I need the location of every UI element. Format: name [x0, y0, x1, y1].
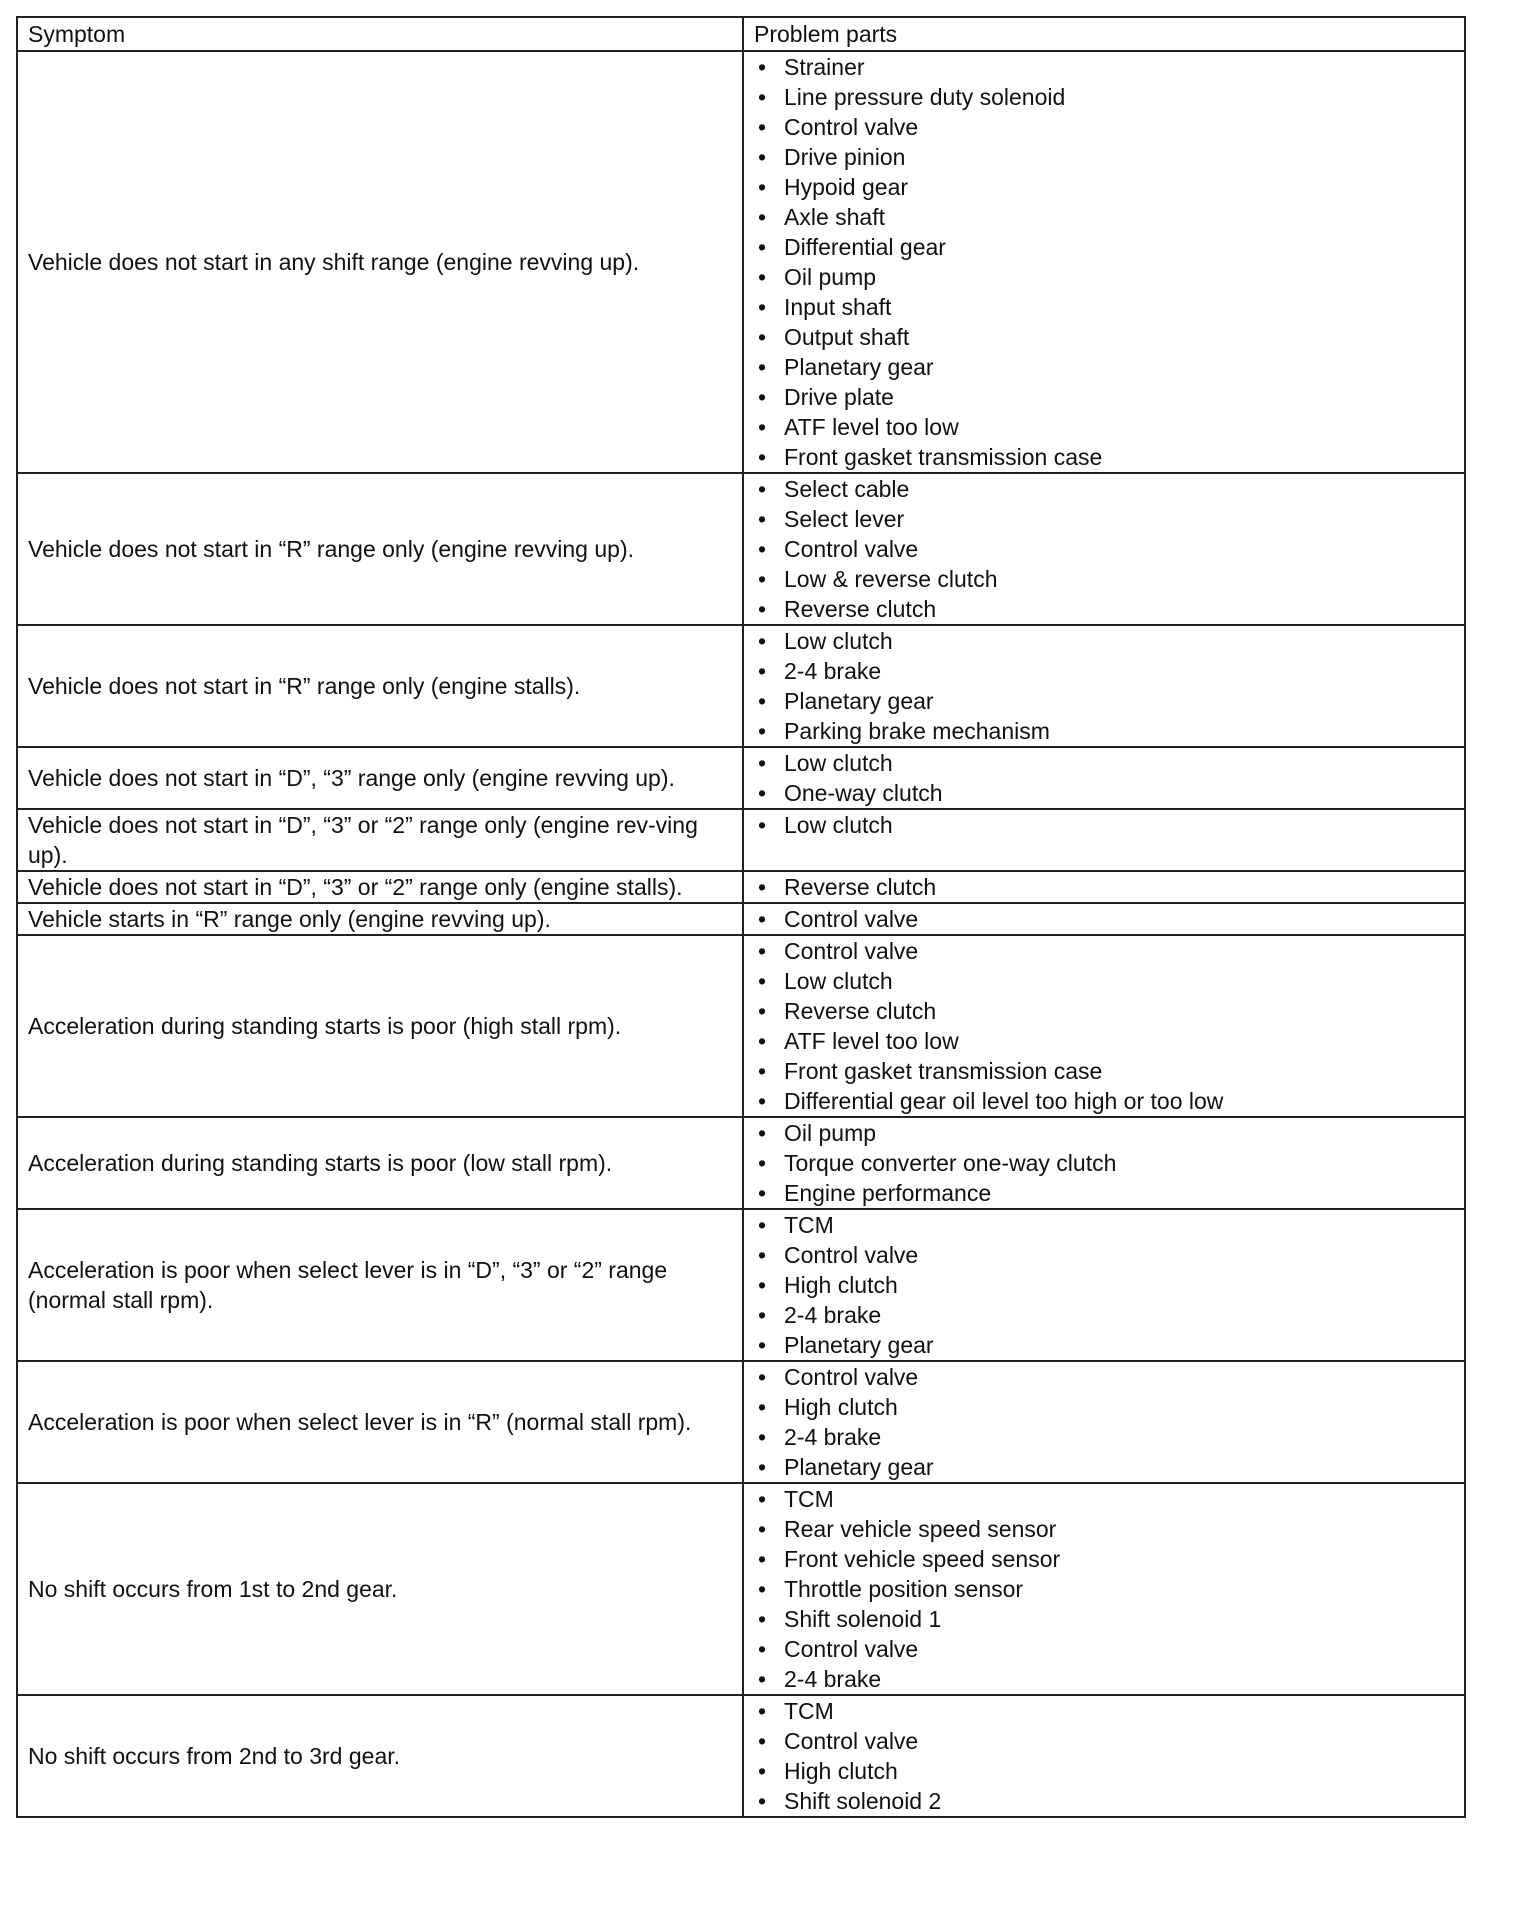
- table-row: [17, 1361, 1465, 1483]
- problem-part-label: Drive pinion: [784, 144, 906, 170]
- problem-part-label: Low clutch: [784, 968, 893, 994]
- problem-part-label: Select lever: [784, 506, 905, 532]
- bullet-icon: •: [758, 414, 767, 440]
- problem-parts-list: [758, 904, 1464, 934]
- table-row: [17, 625, 1465, 747]
- problem-part-label: Parking brake mechanism: [784, 718, 1050, 744]
- bullet-icon: •: [758, 1486, 767, 1512]
- problem-parts-list: [758, 474, 1464, 624]
- bullet-icon: •: [758, 384, 767, 410]
- bullet-icon: •: [758, 1332, 767, 1358]
- problem-part-item: [758, 1604, 1464, 1634]
- problem-part-item: [758, 626, 1464, 656]
- problem-part-item: [758, 1086, 1464, 1116]
- problem-part-item: [758, 1514, 1464, 1544]
- bullet-icon: •: [758, 968, 767, 994]
- bullet-icon: •: [758, 1728, 767, 1754]
- symptom-cell: Vehicle does not start in “R” range only (engine stalls).: [17, 625, 743, 747]
- problem-part-label: Control valve: [784, 536, 919, 562]
- problem-part-item: [758, 1756, 1464, 1786]
- problem-part-label: TCM: [784, 1698, 834, 1724]
- problem-parts-cell: [743, 473, 1465, 625]
- problem-part-item: [758, 748, 1464, 778]
- problem-parts-cell: [743, 1695, 1465, 1817]
- bullet-icon: •: [758, 1394, 767, 1420]
- bullet-icon: •: [758, 264, 767, 290]
- table-row: [17, 871, 1465, 903]
- problem-part-label: Rear vehicle speed sensor: [784, 1516, 1057, 1542]
- bullet-icon: •: [758, 1242, 767, 1268]
- problem-part-item: [758, 1148, 1464, 1178]
- table-row: [17, 1483, 1465, 1695]
- bullet-icon: •: [758, 1088, 767, 1114]
- bullet-icon: •: [758, 780, 767, 806]
- problem-part-item: [758, 1786, 1464, 1816]
- problem-part-item: [758, 564, 1464, 594]
- problem-part-item: [758, 656, 1464, 686]
- bullet-icon: •: [758, 812, 767, 838]
- problem-parts-list: [758, 936, 1464, 1116]
- table-row: [17, 1695, 1465, 1817]
- problem-part-item: [758, 172, 1464, 202]
- problem-parts-cell: [743, 871, 1465, 903]
- problem-part-item: [758, 52, 1464, 82]
- problem-part-label: Oil pump: [784, 264, 877, 290]
- problem-part-item: [758, 872, 1464, 902]
- problem-part-item: [758, 202, 1464, 232]
- bullet-icon: •: [758, 874, 767, 900]
- problem-part-label: Torque converter one-way clutch: [784, 1150, 1117, 1176]
- problem-part-label: Low clutch: [784, 628, 893, 654]
- problem-parts-list: [758, 1118, 1464, 1208]
- bullet-icon: •: [758, 1698, 767, 1724]
- table-body: [17, 51, 1465, 1817]
- problem-part-label: 2-4 brake: [784, 658, 882, 684]
- problem-part-label: Low clutch: [784, 812, 893, 838]
- problem-part-item: [758, 810, 1464, 840]
- problem-part-item: [758, 1452, 1464, 1482]
- symptom-column-header: Symptom: [17, 17, 743, 51]
- problem-part-label: Select cable: [784, 476, 910, 502]
- problem-parts-column-header: Problem parts: [743, 17, 1465, 51]
- bullet-icon: •: [758, 444, 767, 470]
- problem-part-item: [758, 936, 1464, 966]
- bullet-icon: •: [758, 354, 767, 380]
- problem-part-item: [758, 1026, 1464, 1056]
- problem-part-item: [758, 504, 1464, 534]
- problem-part-item: [758, 716, 1464, 746]
- bullet-icon: •: [758, 658, 767, 684]
- problem-part-label: Reverse clutch: [784, 998, 937, 1024]
- problem-part-label: ATF level too low: [784, 1028, 959, 1054]
- problem-part-label: One-way clutch: [784, 780, 943, 806]
- problem-part-item: [758, 1664, 1464, 1694]
- table-row: [17, 51, 1465, 473]
- bullet-icon: •: [758, 1180, 767, 1206]
- problem-part-item: [758, 1484, 1464, 1514]
- problem-part-item: [758, 1300, 1464, 1330]
- problem-part-label: Front gasket transmission case: [784, 444, 1103, 470]
- bullet-icon: •: [758, 750, 767, 776]
- bullet-icon: •: [758, 506, 767, 532]
- symptom-cell: No shift occurs from 2nd to 3rd gear.: [17, 1695, 743, 1817]
- problem-part-label: TCM: [784, 1486, 834, 1512]
- problem-part-item: [758, 322, 1464, 352]
- problem-part-item: [758, 112, 1464, 142]
- problem-parts-list: [758, 748, 1464, 808]
- problem-part-item: [758, 594, 1464, 624]
- problem-part-item: [758, 1726, 1464, 1756]
- table-header-row: [17, 17, 1465, 51]
- bullet-icon: •: [758, 476, 767, 502]
- table-row: [17, 935, 1465, 1117]
- symptom-cell: Vehicle does not start in “D”, “3” range only (engine revving up).: [17, 747, 743, 809]
- problem-part-item: [758, 1330, 1464, 1360]
- problem-part-label: Reverse clutch: [784, 596, 937, 622]
- problem-parts-list: [758, 810, 1464, 840]
- bullet-icon: •: [758, 1546, 767, 1572]
- problem-part-label: Hypoid gear: [784, 174, 909, 200]
- bullet-icon: •: [758, 1758, 767, 1784]
- bullet-icon: •: [758, 1666, 767, 1692]
- problem-parts-list: [758, 626, 1464, 746]
- problem-part-item: [758, 1574, 1464, 1604]
- troubleshooting-table: [16, 16, 1466, 1818]
- problem-part-item: [758, 1178, 1464, 1208]
- problem-part-item: [758, 412, 1464, 442]
- problem-part-label: 2-4 brake: [784, 1424, 882, 1450]
- problem-part-item: [758, 778, 1464, 808]
- bullet-icon: •: [758, 114, 767, 140]
- bullet-icon: •: [758, 1364, 767, 1390]
- bullet-icon: •: [758, 294, 767, 320]
- problem-parts-cell: [743, 625, 1465, 747]
- bullet-icon: •: [758, 536, 767, 562]
- problem-part-label: Line pressure duty solenoid: [784, 84, 1066, 110]
- table-row: [17, 809, 1465, 871]
- problem-part-item: [758, 904, 1464, 934]
- problem-part-item: [758, 232, 1464, 262]
- problem-part-item: [758, 1696, 1464, 1726]
- problem-part-label: Control valve: [784, 1364, 919, 1390]
- bullet-icon: •: [758, 906, 767, 932]
- problem-parts-list: [758, 52, 1464, 472]
- problem-part-label: Front vehicle speed sensor: [784, 1546, 1061, 1572]
- symptom-cell: Vehicle does not start in “D”, “3” or “2” range only (engine rev-ving up).: [17, 809, 743, 871]
- problem-part-label: Oil pump: [784, 1120, 877, 1146]
- problem-part-label: Control valve: [784, 1636, 919, 1662]
- symptom-cell: Vehicle does not start in “D”, “3” or “2” range only (engine stalls).: [17, 871, 743, 903]
- problem-part-item: [758, 262, 1464, 292]
- problem-part-label: Planetary gear: [784, 1332, 934, 1358]
- problem-parts-cell: [743, 1483, 1465, 1695]
- bullet-icon: •: [758, 204, 767, 230]
- symptom-cell: Acceleration during standing starts is poor (high stall rpm).: [17, 935, 743, 1117]
- problem-part-label: Planetary gear: [784, 688, 934, 714]
- problem-part-label: Strainer: [784, 54, 865, 80]
- problem-part-label: Engine performance: [784, 1180, 992, 1206]
- problem-part-item: [758, 1240, 1464, 1270]
- problem-parts-list: [758, 872, 1464, 902]
- problem-parts-cell: [743, 935, 1465, 1117]
- problem-part-label: High clutch: [784, 1394, 898, 1420]
- problem-part-label: Axle shaft: [784, 204, 885, 230]
- bullet-icon: •: [758, 1150, 767, 1176]
- problem-part-label: High clutch: [784, 1758, 898, 1784]
- bullet-icon: •: [758, 998, 767, 1024]
- problem-parts-cell: [743, 51, 1465, 473]
- table-row: [17, 1209, 1465, 1361]
- problem-part-item: [758, 474, 1464, 504]
- problem-part-label: High clutch: [784, 1272, 898, 1298]
- problem-part-item: [758, 1270, 1464, 1300]
- table-row: [17, 747, 1465, 809]
- bullet-icon: •: [758, 1636, 767, 1662]
- problem-part-label: 2-4 brake: [784, 1666, 882, 1692]
- bullet-icon: •: [758, 688, 767, 714]
- problem-parts-cell: [743, 903, 1465, 935]
- symptom-cell: Vehicle does not start in any shift range (engine revving up).: [17, 51, 743, 473]
- problem-parts-list: [758, 1484, 1464, 1694]
- problem-part-label: Planetary gear: [784, 354, 934, 380]
- bullet-icon: •: [758, 1516, 767, 1542]
- bullet-icon: •: [758, 84, 767, 110]
- bullet-icon: •: [758, 596, 767, 622]
- problem-part-label: Differential gear: [784, 234, 946, 260]
- symptom-cell: Acceleration during standing starts is poor (low stall rpm).: [17, 1117, 743, 1209]
- problem-part-label: 2-4 brake: [784, 1302, 882, 1328]
- problem-part-item: [758, 686, 1464, 716]
- bullet-icon: •: [758, 1454, 767, 1480]
- problem-parts-cell: [743, 1117, 1465, 1209]
- bullet-icon: •: [758, 628, 767, 654]
- bullet-icon: •: [758, 938, 767, 964]
- symptom-cell: Acceleration is poor when select lever is in “D”, “3” or “2” range (normal stall rpm).: [17, 1209, 743, 1361]
- table-row: [17, 1117, 1465, 1209]
- problem-parts-list: [758, 1210, 1464, 1360]
- symptom-cell: Vehicle starts in “R” range only (engine revving up).: [17, 903, 743, 935]
- problem-parts-list: [758, 1696, 1464, 1816]
- problem-part-label: Control valve: [784, 906, 919, 932]
- problem-part-label: Control valve: [784, 1242, 919, 1268]
- problem-part-item: [758, 142, 1464, 172]
- problem-part-label: Differential gear oil level too high or too low: [784, 1088, 1224, 1114]
- problem-part-label: Input shaft: [784, 294, 892, 320]
- bullet-icon: •: [758, 718, 767, 744]
- problem-parts-cell: [743, 747, 1465, 809]
- problem-part-label: Shift solenoid 2: [784, 1788, 942, 1814]
- bullet-icon: •: [758, 54, 767, 80]
- problem-part-item: [758, 1362, 1464, 1392]
- problem-part-item: [758, 1056, 1464, 1086]
- bullet-icon: •: [758, 1272, 767, 1298]
- bullet-icon: •: [758, 324, 767, 350]
- problem-part-label: Low & reverse clutch: [784, 566, 998, 592]
- problem-part-label: ATF level too low: [784, 414, 959, 440]
- bullet-icon: •: [758, 174, 767, 200]
- problem-part-item: [758, 82, 1464, 112]
- bullet-icon: •: [758, 1576, 767, 1602]
- problem-part-item: [758, 1422, 1464, 1452]
- problem-part-label: Output shaft: [784, 324, 910, 350]
- problem-part-label: Planetary gear: [784, 1454, 934, 1480]
- bullet-icon: •: [758, 144, 767, 170]
- symptom-cell: Vehicle does not start in “R” range only (engine revving up).: [17, 473, 743, 625]
- bullet-icon: •: [758, 1606, 767, 1632]
- problem-part-item: [758, 382, 1464, 412]
- table-row: [17, 473, 1465, 625]
- problem-part-item: [758, 442, 1464, 472]
- problem-parts-cell: [743, 1361, 1465, 1483]
- problem-part-item: [758, 1392, 1464, 1422]
- bullet-icon: •: [758, 234, 767, 260]
- problem-part-label: Drive plate: [784, 384, 894, 410]
- bullet-icon: •: [758, 1788, 767, 1814]
- bullet-icon: •: [758, 1058, 767, 1084]
- bullet-icon: •: [758, 1302, 767, 1328]
- problem-parts-cell: [743, 1209, 1465, 1361]
- problem-part-label: Control valve: [784, 1728, 919, 1754]
- problem-part-item: [758, 1634, 1464, 1664]
- problem-part-label: Reverse clutch: [784, 874, 937, 900]
- bullet-icon: •: [758, 1424, 767, 1450]
- problem-part-label: Low clutch: [784, 750, 893, 776]
- problem-part-label: Front gasket transmission case: [784, 1058, 1103, 1084]
- problem-part-label: Throttle position sensor: [784, 1576, 1024, 1602]
- problem-part-item: [758, 996, 1464, 1026]
- bullet-icon: •: [758, 1212, 767, 1238]
- bullet-icon: •: [758, 1120, 767, 1146]
- bullet-icon: •: [758, 1028, 767, 1054]
- problem-part-item: [758, 1210, 1464, 1240]
- problem-part-item: [758, 1118, 1464, 1148]
- problem-part-label: Control valve: [784, 938, 919, 964]
- table-row: [17, 903, 1465, 935]
- symptom-cell: Acceleration is poor when select lever is in “R” (normal stall rpm).: [17, 1361, 743, 1483]
- symptom-cell: No shift occurs from 1st to 2nd gear.: [17, 1483, 743, 1695]
- problem-part-label: Control valve: [784, 114, 919, 140]
- problem-parts-cell: [743, 809, 1465, 871]
- problem-part-item: [758, 292, 1464, 322]
- problem-part-item: [758, 352, 1464, 382]
- problem-parts-list: [758, 1362, 1464, 1482]
- problem-part-item: [758, 966, 1464, 996]
- problem-part-item: [758, 1544, 1464, 1574]
- problem-part-label: TCM: [784, 1212, 834, 1238]
- problem-part-item: [758, 534, 1464, 564]
- problem-part-label: Shift solenoid 1: [784, 1606, 942, 1632]
- bullet-icon: •: [758, 566, 767, 592]
